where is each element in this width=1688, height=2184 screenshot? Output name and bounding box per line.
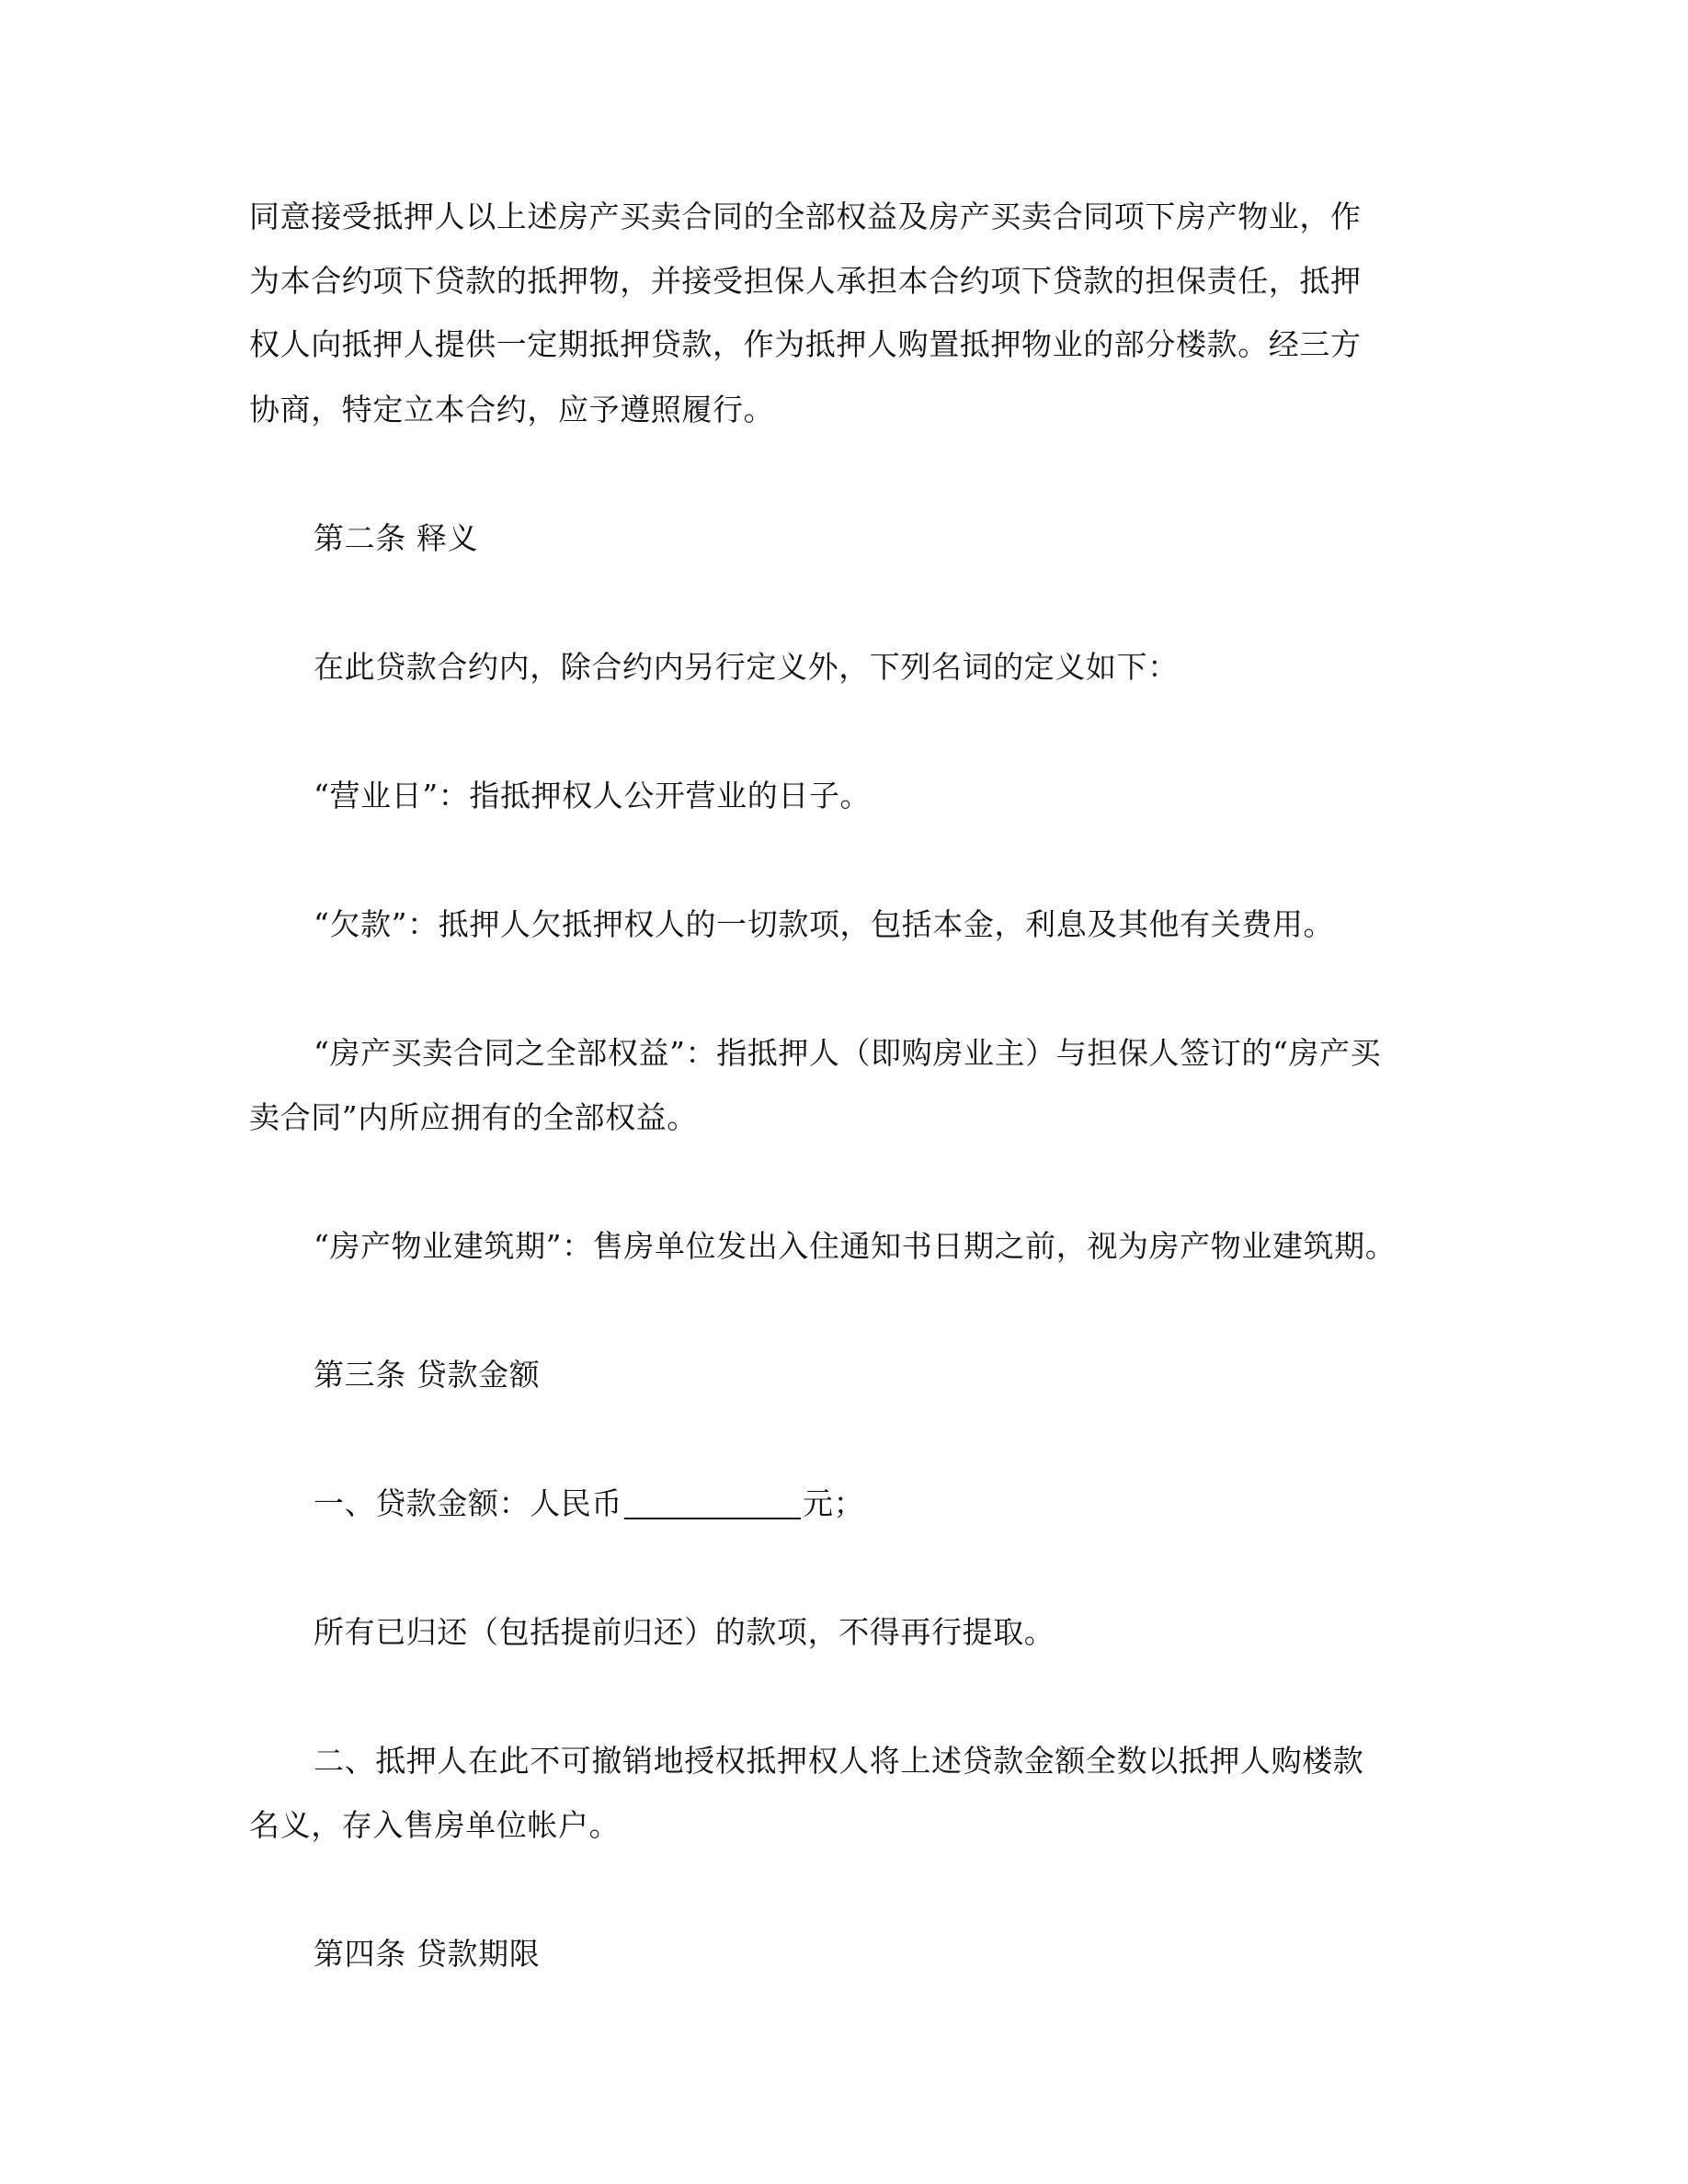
intro-line-4: 协商，特定立本合约，应予遵照履行。 xyxy=(249,392,775,427)
article-4-heading: 第四条 贷款期限 xyxy=(314,1936,541,1972)
definition-rights-line-1: “房产买卖合同之全部权益”：指抵押人（即购房业主）与担保人签订的“房产买 xyxy=(314,1035,1382,1071)
article-2-heading: 第二条 释义 xyxy=(314,520,479,556)
authorization-line-2: 名义，存入售房单位帐户。 xyxy=(249,1807,621,1843)
article-2-intro: 在此贷款合约内，除合约内另行定义外，下列名词的定义如下： xyxy=(314,649,1179,685)
no-redraw-clause: 所有已归还（包括提前归还）的款项，不得再行提取。 xyxy=(314,1614,1055,1650)
intro-line-1: 同意接受抵押人以上述房产买卖合同的全部权益及房产买卖合同项下房产物业，作 xyxy=(249,199,1362,234)
definition-debt: “欠款”：抵押人欠抵押权人的一切款项，包括本金，利息及其他有关费用。 xyxy=(314,906,1335,942)
intro-line-3: 权人向抵押人提供一定期抵押贷款，作为抵押人购置抵押物业的部分楼款。经三方 xyxy=(249,326,1362,362)
definition-rights-line-2: 卖合同”内所应拥有的全部权益。 xyxy=(249,1099,698,1135)
loan-amount-line xyxy=(314,1485,864,1522)
article-3-heading: 第三条 贷款金额 xyxy=(314,1357,541,1393)
loan-amount-prefix: 一、贷款金额：人民币 xyxy=(314,1485,622,1521)
intro-line-2: 为本合约项下贷款的抵押物，并接受担保人承担本合约项下贷款的担保责任，抵押 xyxy=(249,263,1362,299)
definition-construction-period: “房产物业建筑期”：售房单位发出入住通知书日期之前，视为房产物业建筑期。 xyxy=(314,1228,1397,1264)
authorization-line-1: 二、抵押人在此不可撤销地授权抵押权人将上述贷款金额全数以抵押人购楼款 xyxy=(314,1743,1364,1779)
definition-business-day: “营业日”：指抵押权人公开营业的日子。 xyxy=(314,778,872,813)
loan-amount-suffix: 元； xyxy=(803,1485,865,1521)
loan-amount-blank xyxy=(624,1486,801,1519)
